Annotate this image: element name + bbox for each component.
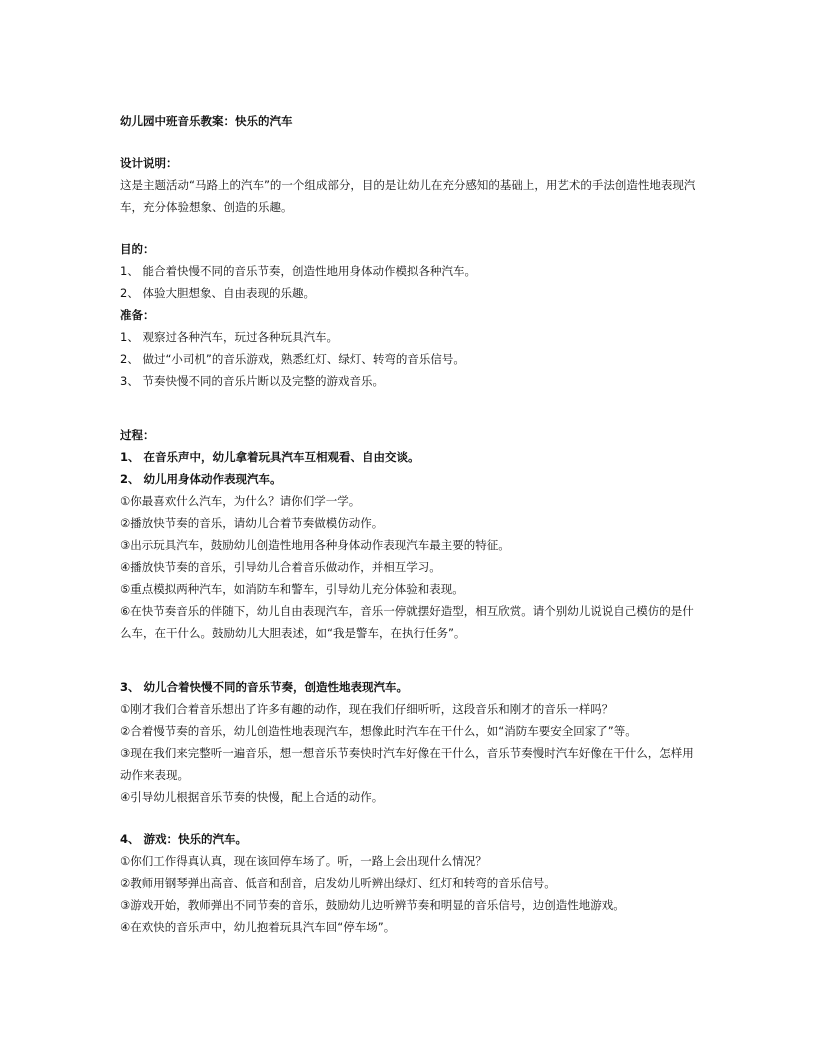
prep-item: 2、 做过“小司机”的音乐游戏，熟悉红灯、绿灯、转弯的音乐信号。 [120,352,465,366]
step2-item: ④播放快节奏的音乐，引导幼儿合着音乐做动作，并相互学习。 [120,560,441,574]
step4-heading: 4、 游戏：快乐的汽车。 [120,832,248,846]
step4-item: ④在欢快的音乐声中，幼儿抱着玩具汽车回“停车场”。 [120,920,396,934]
prep-item: 1、 观察过各种汽车，玩过各种玩具汽车。 [120,330,338,344]
step1-heading: 1、 在音乐声中，幼儿拿着玩具汽车互相观看、自由交谈。 [120,450,420,464]
prep-item: 3、 节奏快慢不同的音乐片断以及完整的游戏音乐。 [120,374,384,388]
step3-item: ④引导幼儿根据音乐节奏的快慢，配上合适的动作。 [120,790,384,804]
step2-heading: 2、 幼儿用身体动作表现汽车。 [120,472,282,486]
design-text: 这是主题活动“马路上的汽车”的一个组成部分，目的是让幼儿在充分感知的基础上，用艺术的手法创造性地表现汽车，充分体验想象、创造的乐趣。 [120,178,696,214]
step2-item: ⑥在快节奏音乐的伴随下，幼儿自由表现汽车，音乐一停就摆好造型，相互欣赏。请个别幼儿说说自己模仿的是什么车，在干什么。鼓励幼儿大胆表述，如“我是警车，在执行任务”。 [120,604,694,640]
goal-item: 1、 能合着快慢不同的音乐节奏，创造性地用身体动作模拟各种汽车。 [120,264,476,278]
step2-item: ②播放快节奏的音乐，请幼儿合着节奏做模仿动作。 [120,516,384,530]
step3-item: ①刚才我们合着音乐想出了许多有趣的动作，现在我们仔细听听，这段音乐和刚才的音乐一样吗？ [120,702,614,716]
process-heading: 过程： [120,428,155,442]
step4-item: ③游戏开始，教师弹出不同节奏的音乐，鼓励幼儿边听辨节奏和明显的音乐信号，边创造性地游戏。 [120,898,625,912]
step2-item: ③出示玩具汽车，鼓励幼儿创造性地用各种身体动作表现汽车最主要的特征。 [120,538,510,552]
prep-heading: 准备： [120,308,155,322]
step2-item: ⑤重点模拟两种汽车，如消防车和警车，引导幼儿充分体验和表现。 [120,582,464,596]
step2-item: ①你最喜欢什么汽车，为什么？请你们学一学。 [120,494,361,508]
document-title: 幼儿园中班音乐教案：快乐的汽车 [120,114,293,128]
document-page [120,110,700,938]
step3-item: ②合着慢节奏的音乐，幼儿创造性地表现汽车，想像此时汽车在干什么，如“消防车要安全回家了”等。 [120,724,637,738]
step3-heading: 3、 幼儿合着快慢不同的音乐节奏，创造性地表现汽车。 [120,680,409,694]
step3-item: ③现在我们来完整听一遍音乐，想一想音乐节奏快时汽车好像在干什么，音乐节奏慢时汽车好像在干什么，怎样用动作来表现。 [120,746,694,782]
step4-item: ②教师用钢琴弹出高音、低音和刮音，启发幼儿听辨出绿灯、红灯和转弯的音乐信号。 [120,876,556,890]
step4-item: ①你们工作得真认真，现在该回停车场了。听，一路上会出现什么情况？ [120,854,487,868]
goal-item: 2、 体验大胆想象、自由表现的乐趣。 [120,286,315,300]
design-heading: 设计说明： [120,156,178,170]
goals-heading: 目的： [120,242,155,256]
